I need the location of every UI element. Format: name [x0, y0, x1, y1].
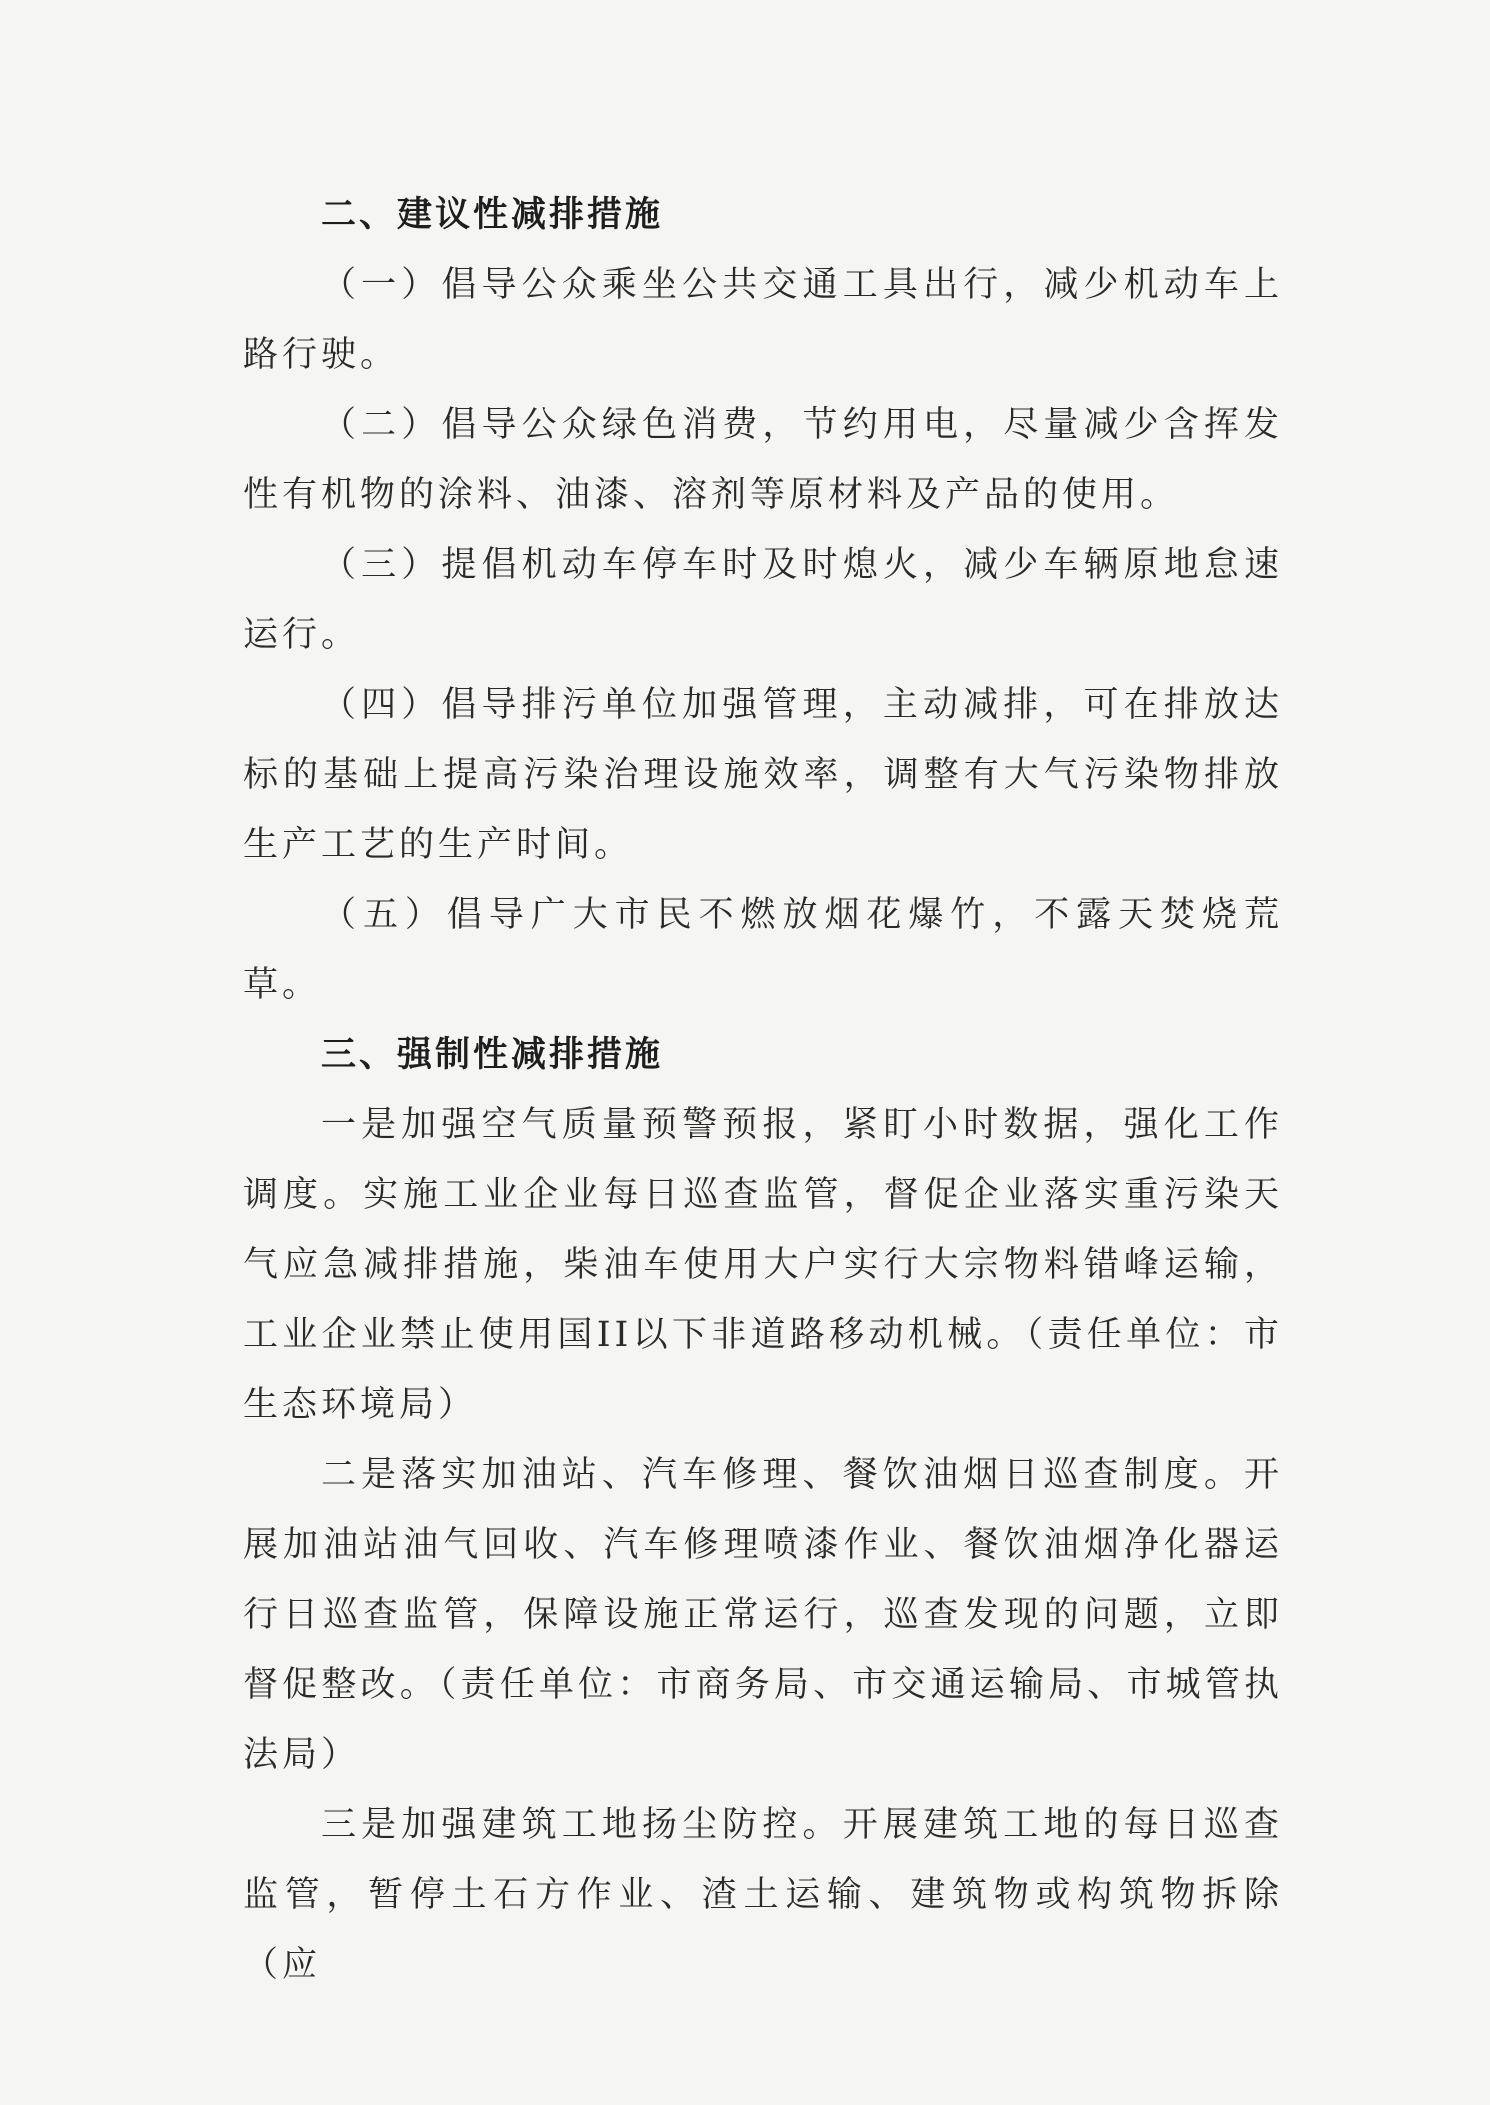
paragraph-public-transport: （一）倡导公众乘坐公共交通工具出行，减少机动车上路行驶。 — [243, 265, 1283, 375]
document-body — [243, 180, 1283, 2000]
paragraph-daily-inspection: 二是落实加油站、汽车修理、餐饮油烟日巡查制度。开展加油站油气回收、汽车修理喷漆作业、餐饮油烟净化器运行日巡查监管，保障设施正常运行，巡查发现的问题，立即督促整改。（责任单位：市商务局、市交通运输局、市城管执法局） — [243, 1455, 1283, 1775]
section-heading-suggested-measures: 二、建议性减排措施 — [321, 195, 664, 235]
paragraph-air-quality-warning: 一是加强空气质量预警预报，紧盯小时数据，强化工作调度。实施工业企业每日巡查监管，督促企业落实重污染天气应急减排措施，柴油车使用大户实行大宗物料错峰运输，工业企业禁止使用国II以下非道路移动机械。（责任单位：市生态环境局） — [243, 1105, 1283, 1425]
paragraph-no-fireworks: （五）倡导广大市民不燃放烟花爆竹，不露天焚烧荒草。 — [243, 895, 1283, 1005]
paragraph-polluter-management: （四）倡导排污单位加强管理，主动减排，可在排放达标的基础上提高污染治理设施效率，调整有大气污染物排放生产工艺的生产时间。 — [243, 685, 1283, 865]
paragraph-green-consumption: （二）倡导公众绿色消费，节约用电，尽量减少含挥发性有机物的涂料、油漆、溶剂等原材料及产品的使用。 — [243, 405, 1283, 515]
section-heading-mandatory-measures: 三、强制性减排措施 — [321, 1035, 664, 1075]
paragraph-engine-idle: （三）提倡机动车停车时及时熄火，减少车辆原地怠速运行。 — [243, 545, 1283, 655]
paragraph-construction-dust: 三是加强建筑工地扬尘防控。开展建筑工地的每日巡查监管，暂停土石方作业、渣土运输、建筑物或构筑物拆除（应 — [243, 1805, 1283, 1985]
